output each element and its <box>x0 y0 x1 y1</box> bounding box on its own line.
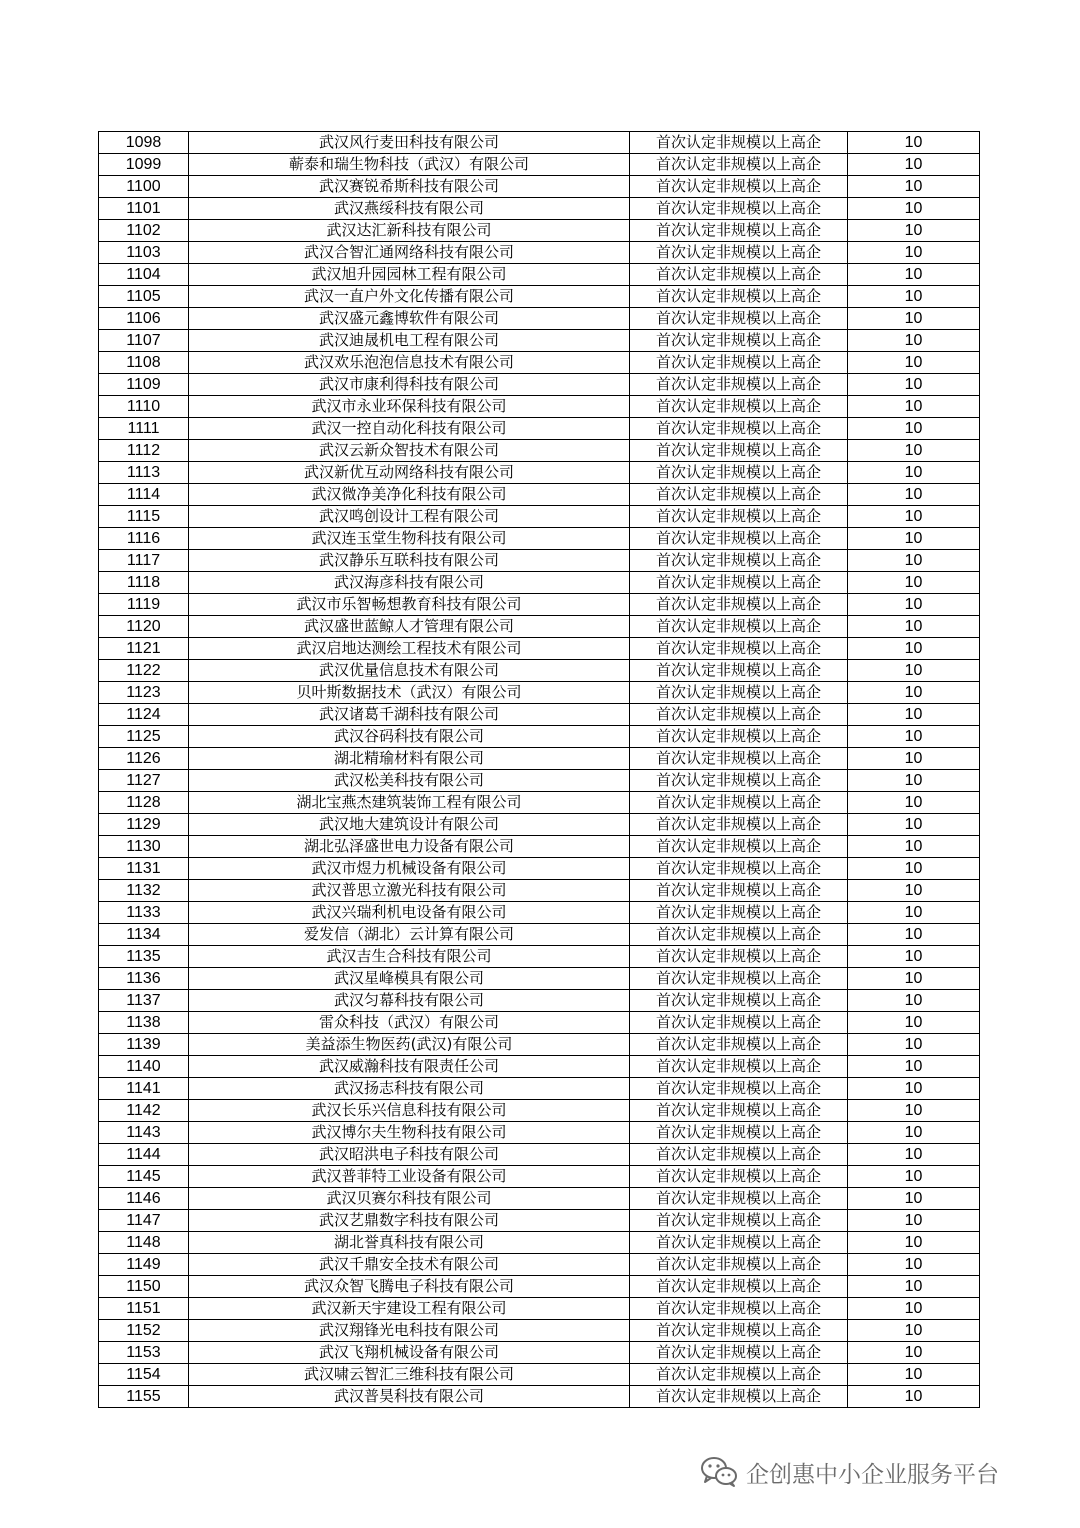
score-cell: 10 <box>848 704 980 726</box>
table-row <box>99 550 980 572</box>
row-number-cell: 1107 <box>99 330 189 352</box>
category-cell: 首次认定非规模以上高企 <box>630 1166 848 1188</box>
company-name-cell: 武汉贝赛尔科技有限公司 <box>189 1188 630 1210</box>
score-cell: 10 <box>848 1100 980 1122</box>
category-cell: 首次认定非规模以上高企 <box>630 1320 848 1342</box>
score-cell: 10 <box>848 528 980 550</box>
company-table <box>98 131 980 1408</box>
category-cell: 首次认定非规模以上高企 <box>630 968 848 990</box>
table-row <box>99 902 980 924</box>
watermark-text: 企创惠中小企业服务平台 <box>746 1461 999 1488</box>
category-cell: 首次认定非规模以上高企 <box>630 264 848 286</box>
category-cell: 首次认定非规模以上高企 <box>630 1342 848 1364</box>
company-name-cell: 武汉达汇新科技有限公司 <box>189 220 630 242</box>
company-name-cell: 武汉合智汇通网络科技有限公司 <box>189 242 630 264</box>
company-name-cell: 武汉连玉堂生物科技有限公司 <box>189 528 630 550</box>
table-row <box>99 1232 980 1254</box>
row-number-cell: 1101 <box>99 198 189 220</box>
score-cell: 10 <box>848 1056 980 1078</box>
row-number-cell: 1113 <box>99 462 189 484</box>
company-name-cell: 武汉飞翔机械设备有限公司 <box>189 1342 630 1364</box>
table-row <box>99 1166 980 1188</box>
score-cell: 10 <box>848 968 980 990</box>
row-number-cell: 1148 <box>99 1232 189 1254</box>
score-cell: 10 <box>848 1342 980 1364</box>
company-name-cell: 贝叶斯数据技术（武汉）有限公司 <box>189 682 630 704</box>
category-cell: 首次认定非规模以上高企 <box>630 594 848 616</box>
company-name-cell: 武汉市煜力机械设备有限公司 <box>189 858 630 880</box>
category-cell: 首次认定非规模以上高企 <box>630 748 848 770</box>
score-cell: 10 <box>848 682 980 704</box>
score-cell: 10 <box>848 660 980 682</box>
category-cell: 首次认定非规模以上高企 <box>630 902 848 924</box>
score-cell: 10 <box>848 1276 980 1298</box>
category-cell: 首次认定非规模以上高企 <box>630 836 848 858</box>
row-number-cell: 1106 <box>99 308 189 330</box>
row-number-cell: 1140 <box>99 1056 189 1078</box>
table-row <box>99 1386 980 1408</box>
table-row <box>99 1276 980 1298</box>
table-row <box>99 924 980 946</box>
company-name-cell: 武汉市永业环保科技有限公司 <box>189 396 630 418</box>
table-row <box>99 814 980 836</box>
row-number-cell: 1102 <box>99 220 189 242</box>
score-cell: 10 <box>848 726 980 748</box>
category-cell: 首次认定非规模以上高企 <box>630 946 848 968</box>
table-row <box>99 1298 980 1320</box>
table-row <box>99 704 980 726</box>
category-cell: 首次认定非规模以上高企 <box>630 682 848 704</box>
table-row <box>99 616 980 638</box>
score-cell: 10 <box>848 748 980 770</box>
row-number-cell: 1100 <box>99 176 189 198</box>
company-name-cell: 武汉博尔夫生物科技有限公司 <box>189 1122 630 1144</box>
score-cell: 10 <box>848 1166 980 1188</box>
score-cell: 10 <box>848 1012 980 1034</box>
table-row <box>99 638 980 660</box>
company-name-cell: 武汉静乐互联科技有限公司 <box>189 550 630 572</box>
row-number-cell: 1137 <box>99 990 189 1012</box>
row-number-cell: 1150 <box>99 1276 189 1298</box>
category-cell: 首次认定非规模以上高企 <box>630 286 848 308</box>
row-number-cell: 1141 <box>99 1078 189 1100</box>
company-name-cell: 湖北宝燕杰建筑装饰工程有限公司 <box>189 792 630 814</box>
company-name-cell: 武汉诸葛千湖科技有限公司 <box>189 704 630 726</box>
category-cell: 首次认定非规模以上高企 <box>630 1298 848 1320</box>
table-row <box>99 286 980 308</box>
company-name-cell: 武汉翔锋光电科技有限公司 <box>189 1320 630 1342</box>
row-number-cell: 1104 <box>99 264 189 286</box>
score-cell: 10 <box>848 814 980 836</box>
table-row <box>99 1056 980 1078</box>
category-cell: 首次认定非规模以上高企 <box>630 506 848 528</box>
company-name-cell: 武汉市乐智畅想教育科技有限公司 <box>189 594 630 616</box>
row-number-cell: 1142 <box>99 1100 189 1122</box>
table-row <box>99 396 980 418</box>
row-number-cell: 1127 <box>99 770 189 792</box>
category-cell: 首次认定非规模以上高企 <box>630 396 848 418</box>
table-row <box>99 1144 980 1166</box>
category-cell: 首次认定非规模以上高企 <box>630 1056 848 1078</box>
table-row <box>99 748 980 770</box>
table-row <box>99 1012 980 1034</box>
row-number-cell: 1098 <box>99 132 189 154</box>
category-cell: 首次认定非规模以上高企 <box>630 242 848 264</box>
table-row <box>99 132 980 154</box>
company-name-cell: 武汉普昊科技有限公司 <box>189 1386 630 1408</box>
category-cell: 首次认定非规模以上高企 <box>630 704 848 726</box>
category-cell: 首次认定非规模以上高企 <box>630 1276 848 1298</box>
category-cell: 首次认定非规模以上高企 <box>630 154 848 176</box>
table-row <box>99 220 980 242</box>
table-row <box>99 792 980 814</box>
company-name-cell: 武汉新优互动网络科技有限公司 <box>189 462 630 484</box>
company-name-cell: 武汉扬志科技有限公司 <box>189 1078 630 1100</box>
table-row <box>99 308 980 330</box>
table-row <box>99 176 980 198</box>
score-cell: 10 <box>848 198 980 220</box>
row-number-cell: 1134 <box>99 924 189 946</box>
company-name-cell: 武汉云新众智技术有限公司 <box>189 440 630 462</box>
score-cell: 10 <box>848 462 980 484</box>
row-number-cell: 1105 <box>99 286 189 308</box>
row-number-cell: 1122 <box>99 660 189 682</box>
category-cell: 首次认定非规模以上高企 <box>630 638 848 660</box>
score-cell: 10 <box>848 352 980 374</box>
table-row <box>99 594 980 616</box>
category-cell: 首次认定非规模以上高企 <box>630 440 848 462</box>
row-number-cell: 1131 <box>99 858 189 880</box>
table-row <box>99 528 980 550</box>
table-row <box>99 440 980 462</box>
table-row <box>99 374 980 396</box>
company-name-cell: 武汉啸云智汇三维科技有限公司 <box>189 1364 630 1386</box>
company-name-cell: 武汉威瀚科技有限责任公司 <box>189 1056 630 1078</box>
score-cell: 10 <box>848 242 980 264</box>
company-name-cell: 湖北精瑜材料有限公司 <box>189 748 630 770</box>
category-cell: 首次认定非规模以上高企 <box>630 528 848 550</box>
table-row <box>99 880 980 902</box>
company-name-cell: 武汉旭升园园林工程有限公司 <box>189 264 630 286</box>
category-cell: 首次认定非规模以上高企 <box>630 880 848 902</box>
company-name-cell: 武汉市康利得科技有限公司 <box>189 374 630 396</box>
row-number-cell: 1103 <box>99 242 189 264</box>
row-number-cell: 1145 <box>99 1166 189 1188</box>
score-cell: 10 <box>848 176 980 198</box>
company-name-cell: 武汉一控自动化科技有限公司 <box>189 418 630 440</box>
row-number-cell: 1154 <box>99 1364 189 1386</box>
category-cell: 首次认定非规模以上高企 <box>630 1034 848 1056</box>
category-cell: 首次认定非规模以上高企 <box>630 484 848 506</box>
score-cell: 10 <box>848 572 980 594</box>
company-name-cell: 武汉地大建筑设计有限公司 <box>189 814 630 836</box>
table-row <box>99 1100 980 1122</box>
score-cell: 10 <box>848 1232 980 1254</box>
row-number-cell: 1149 <box>99 1254 189 1276</box>
table-row <box>99 1342 980 1364</box>
category-cell: 首次认定非规模以上高企 <box>630 352 848 374</box>
table-row <box>99 836 980 858</box>
company-name-cell: 武汉普思立激光科技有限公司 <box>189 880 630 902</box>
table-row <box>99 506 980 528</box>
row-number-cell: 1116 <box>99 528 189 550</box>
category-cell: 首次认定非规模以上高企 <box>630 220 848 242</box>
category-cell: 首次认定非规模以上高企 <box>630 1012 848 1034</box>
company-name-cell: 武汉盛世蓝鲸人才管理有限公司 <box>189 616 630 638</box>
company-name-cell: 武汉松美科技有限公司 <box>189 770 630 792</box>
category-cell: 首次认定非规模以上高企 <box>630 330 848 352</box>
row-number-cell: 1120 <box>99 616 189 638</box>
table-row <box>99 1078 980 1100</box>
category-cell: 首次认定非规模以上高企 <box>630 1254 848 1276</box>
score-cell: 10 <box>848 594 980 616</box>
score-cell: 10 <box>848 550 980 572</box>
row-number-cell: 1153 <box>99 1342 189 1364</box>
company-name-cell: 湖北誉真科技有限公司 <box>189 1232 630 1254</box>
table-row <box>99 1122 980 1144</box>
category-cell: 首次认定非规模以上高企 <box>630 726 848 748</box>
row-number-cell: 1118 <box>99 572 189 594</box>
table-row <box>99 1034 980 1056</box>
company-name-cell: 武汉众智飞腾电子科技有限公司 <box>189 1276 630 1298</box>
score-cell: 10 <box>848 902 980 924</box>
company-name-cell: 武汉盛元鑫博软件有限公司 <box>189 308 630 330</box>
category-cell: 首次认定非规模以上高企 <box>630 1386 848 1408</box>
row-number-cell: 1111 <box>99 418 189 440</box>
row-number-cell: 1129 <box>99 814 189 836</box>
category-cell: 首次认定非规模以上高企 <box>630 1232 848 1254</box>
category-cell: 首次认定非规模以上高企 <box>630 418 848 440</box>
row-number-cell: 1135 <box>99 946 189 968</box>
score-cell: 10 <box>848 1386 980 1408</box>
score-cell: 10 <box>848 858 980 880</box>
company-name-cell: 武汉迪晟机电工程有限公司 <box>189 330 630 352</box>
table-row <box>99 572 980 594</box>
company-name-cell: 武汉欢乐泡泡信息技术有限公司 <box>189 352 630 374</box>
score-cell: 10 <box>848 374 980 396</box>
score-cell: 10 <box>848 792 980 814</box>
company-name-cell: 雷众科技（武汉）有限公司 <box>189 1012 630 1034</box>
row-number-cell: 1112 <box>99 440 189 462</box>
company-name-cell: 武汉鸣创设计工程有限公司 <box>189 506 630 528</box>
row-number-cell: 1139 <box>99 1034 189 1056</box>
score-cell: 10 <box>848 132 980 154</box>
category-cell: 首次认定非规模以上高企 <box>630 660 848 682</box>
table-row <box>99 484 980 506</box>
category-cell: 首次认定非规模以上高企 <box>630 462 848 484</box>
category-cell: 首次认定非规模以上高企 <box>630 1100 848 1122</box>
score-cell: 10 <box>848 1254 980 1276</box>
company-name-cell: 武汉一直户外文化传播有限公司 <box>189 286 630 308</box>
score-cell: 10 <box>848 220 980 242</box>
category-cell: 首次认定非规模以上高企 <box>630 1188 848 1210</box>
table-row <box>99 990 980 1012</box>
table-row <box>99 352 980 374</box>
table-row <box>99 1364 980 1386</box>
score-cell: 10 <box>848 1122 980 1144</box>
row-number-cell: 1151 <box>99 1298 189 1320</box>
table-row <box>99 330 980 352</box>
table-row <box>99 154 980 176</box>
table-row <box>99 462 980 484</box>
row-number-cell: 1138 <box>99 1012 189 1034</box>
company-name-cell: 武汉海彦科技有限公司 <box>189 572 630 594</box>
row-number-cell: 1114 <box>99 484 189 506</box>
row-number-cell: 1115 <box>99 506 189 528</box>
score-cell: 10 <box>848 154 980 176</box>
score-cell: 10 <box>848 440 980 462</box>
row-number-cell: 1132 <box>99 880 189 902</box>
score-cell: 10 <box>848 946 980 968</box>
company-name-cell: 武汉昭洪电子科技有限公司 <box>189 1144 630 1166</box>
score-cell: 10 <box>848 836 980 858</box>
category-cell: 首次认定非规模以上高企 <box>630 792 848 814</box>
table-row <box>99 198 980 220</box>
score-cell: 10 <box>848 1078 980 1100</box>
table-row <box>99 946 980 968</box>
company-name-cell: 武汉微净美净化科技有限公司 <box>189 484 630 506</box>
row-number-cell: 1108 <box>99 352 189 374</box>
row-number-cell: 1152 <box>99 1320 189 1342</box>
score-cell: 10 <box>848 880 980 902</box>
score-cell: 10 <box>848 308 980 330</box>
company-name-cell: 湖北弘泽盛世电力设备有限公司 <box>189 836 630 858</box>
company-table-body <box>99 132 980 1408</box>
score-cell: 10 <box>848 1364 980 1386</box>
table-row <box>99 264 980 286</box>
company-name-cell: 蕲泰和瑞生物科技（武汉）有限公司 <box>189 154 630 176</box>
row-number-cell: 1146 <box>99 1188 189 1210</box>
row-number-cell: 1123 <box>99 682 189 704</box>
company-name-cell: 武汉兴瑞利机电设备有限公司 <box>189 902 630 924</box>
score-cell: 10 <box>848 1034 980 1056</box>
category-cell: 首次认定非规模以上高企 <box>630 1078 848 1100</box>
category-cell: 首次认定非规模以上高企 <box>630 132 848 154</box>
row-number-cell: 1155 <box>99 1386 189 1408</box>
score-cell: 10 <box>848 924 980 946</box>
table-row <box>99 660 980 682</box>
table-row <box>99 682 980 704</box>
table-row <box>99 242 980 264</box>
row-number-cell: 1099 <box>99 154 189 176</box>
score-cell: 10 <box>848 418 980 440</box>
category-cell: 首次认定非规模以上高企 <box>630 550 848 572</box>
category-cell: 首次认定非规模以上高企 <box>630 616 848 638</box>
table-row <box>99 1210 980 1232</box>
row-number-cell: 1121 <box>99 638 189 660</box>
score-cell: 10 <box>848 616 980 638</box>
table-row <box>99 726 980 748</box>
company-name-cell: 武汉燕绥科技有限公司 <box>189 198 630 220</box>
score-cell: 10 <box>848 990 980 1012</box>
table-row <box>99 1254 980 1276</box>
company-name-cell: 美益添生物医药(武汉)有限公司 <box>189 1034 630 1056</box>
score-cell: 10 <box>848 1144 980 1166</box>
score-cell: 10 <box>848 484 980 506</box>
category-cell: 首次认定非规模以上高企 <box>630 814 848 836</box>
row-number-cell: 1136 <box>99 968 189 990</box>
category-cell: 首次认定非规模以上高企 <box>630 1210 848 1232</box>
company-name-cell: 武汉谷码科技有限公司 <box>189 726 630 748</box>
score-cell: 10 <box>848 506 980 528</box>
table-row <box>99 1188 980 1210</box>
score-cell: 10 <box>848 1210 980 1232</box>
row-number-cell: 1124 <box>99 704 189 726</box>
category-cell: 首次认定非规模以上高企 <box>630 308 848 330</box>
company-name-cell: 武汉赛锐希斯科技有限公司 <box>189 176 630 198</box>
row-number-cell: 1119 <box>99 594 189 616</box>
row-number-cell: 1133 <box>99 902 189 924</box>
table-row <box>99 418 980 440</box>
score-cell: 10 <box>848 770 980 792</box>
company-name-cell: 爱发信（湖北）云计算有限公司 <box>189 924 630 946</box>
table-row <box>99 770 980 792</box>
score-cell: 10 <box>848 1188 980 1210</box>
score-cell: 10 <box>848 330 980 352</box>
company-name-cell: 武汉长乐兴信息科技有限公司 <box>189 1100 630 1122</box>
score-cell: 10 <box>848 286 980 308</box>
category-cell: 首次认定非规模以上高企 <box>630 374 848 396</box>
score-cell: 10 <box>848 396 980 418</box>
company-name-cell: 武汉吉生合科技有限公司 <box>189 946 630 968</box>
score-cell: 10 <box>848 638 980 660</box>
row-number-cell: 1144 <box>99 1144 189 1166</box>
company-name-cell: 武汉匀幕科技有限公司 <box>189 990 630 1012</box>
category-cell: 首次认定非规模以上高企 <box>630 198 848 220</box>
category-cell: 首次认定非规模以上高企 <box>630 572 848 594</box>
category-cell: 首次认定非规模以上高企 <box>630 1122 848 1144</box>
row-number-cell: 1126 <box>99 748 189 770</box>
category-cell: 首次认定非规模以上高企 <box>630 924 848 946</box>
category-cell: 首次认定非规模以上高企 <box>630 858 848 880</box>
table-row <box>99 858 980 880</box>
category-cell: 首次认定非规模以上高企 <box>630 1364 848 1386</box>
category-cell: 首次认定非规模以上高企 <box>630 176 848 198</box>
score-cell: 10 <box>848 264 980 286</box>
company-name-cell: 武汉星峰模具有限公司 <box>189 968 630 990</box>
row-number-cell: 1128 <box>99 792 189 814</box>
company-name-cell: 武汉艺鼎数字科技有限公司 <box>189 1210 630 1232</box>
row-number-cell: 1110 <box>99 396 189 418</box>
company-name-cell: 武汉普菲特工业设备有限公司 <box>189 1166 630 1188</box>
category-cell: 首次认定非规模以上高企 <box>630 990 848 1012</box>
row-number-cell: 1117 <box>99 550 189 572</box>
table-row <box>99 968 980 990</box>
score-cell: 10 <box>848 1298 980 1320</box>
row-number-cell: 1143 <box>99 1122 189 1144</box>
table-row <box>99 1320 980 1342</box>
company-name-cell: 武汉优量信息技术有限公司 <box>189 660 630 682</box>
category-cell: 首次认定非规模以上高企 <box>630 770 848 792</box>
score-cell: 10 <box>848 1320 980 1342</box>
wechat-icon <box>700 1456 738 1488</box>
row-number-cell: 1147 <box>99 1210 189 1232</box>
company-name-cell: 武汉新天宇建设工程有限公司 <box>189 1298 630 1320</box>
company-name-cell: 武汉启地达测绘工程技术有限公司 <box>189 638 630 660</box>
watermark <box>700 1454 999 1490</box>
row-number-cell: 1130 <box>99 836 189 858</box>
category-cell: 首次认定非规模以上高企 <box>630 1144 848 1166</box>
company-name-cell: 武汉千鼎安全技术有限公司 <box>189 1254 630 1276</box>
row-number-cell: 1125 <box>99 726 189 748</box>
company-name-cell: 武汉风行麦田科技有限公司 <box>189 132 630 154</box>
row-number-cell: 1109 <box>99 374 189 396</box>
